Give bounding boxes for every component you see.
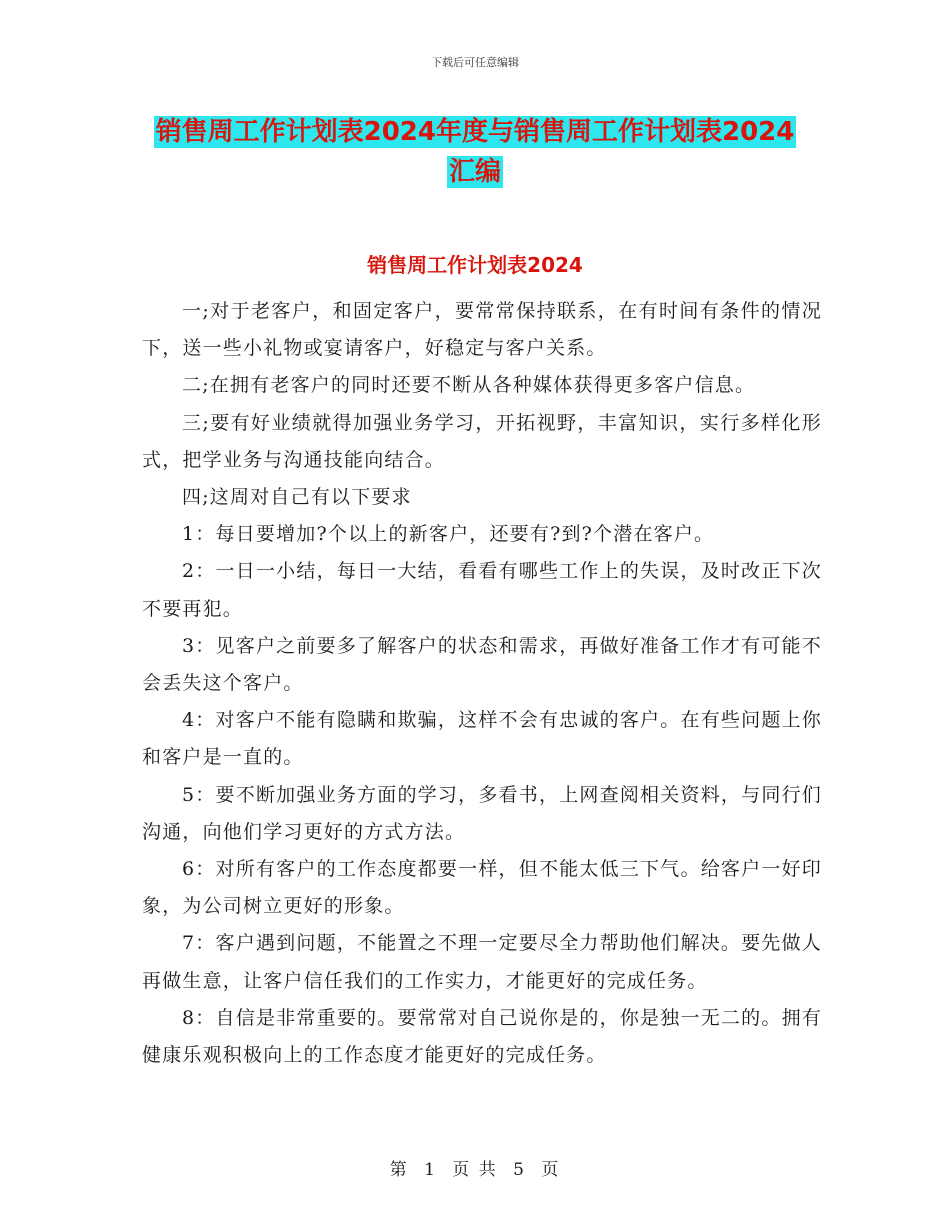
document-body [142,293,822,1074]
document-title-line-2: 汇编 [448,157,501,187]
document-title [0,112,950,192]
list-item: 8：自信是非常重要的。要常常对自己说你是的，你是独一无二的。拥有健康乐观积极向上的工作态度才能更好的完成任务。 [142,1006,822,1067]
list-item: 1：每日要增加?个以上的新客户，还要有?到?个潜在客户。 [182,523,715,546]
paragraph: 二;在拥有老客户的同时还要不断从各种媒体获得更多客户信息。 [182,374,756,397]
document-title-line-1: 销售周工作计划表2024年度与销售周工作计划表2024 [155,117,795,147]
page-footer [0,1155,950,1180]
list-item: 5：要不断加强业务方面的学习，多看书，上网查阅相关资料，与同行们沟通，向他们学习更好的方式方法。 [142,783,822,843]
list-item: 4：对客户不能有隐瞒和欺骗，这样不会有忠诚的客户。在有些问题上你和客户是一直的。 [142,709,822,769]
paragraph: 四;这周对自己有以下要求 [182,486,412,509]
footer-middle: 页 共 [452,1160,498,1180]
header-note: 下载后可任意编辑 [431,56,519,69]
paragraph: 一;对于老客户，和固定客户，要常常保持联系，在有时间有条件的情况下，送一些小礼物或宴请客户，好稳定与客户关系。 [142,300,822,360]
page-number: 1 [424,1160,437,1180]
section-title: 销售周工作计划表2024 [367,253,583,277]
list-item: 3：见客户之前要多了解客户的状态和需求，再做好准备工作才有可能不会丢失这个客户。 [142,634,822,695]
list-item: 6：对所有客户的工作态度都要一样，但不能太低三下气。给客户一好印象，为公司树立更好的形象。 [142,858,822,918]
list-item: 2：一日一小结，每日一大结，看看有哪些工作上的失误，及时改正下次不要再犯。 [142,560,822,620]
footer-prefix: 第 [389,1160,409,1180]
list-item: 7：客户遇到问题，不能置之不理一定要尽全力帮助他们解决。要先做人再做生意，让客户信任我们的工作实力，才能更好的完成任务。 [142,932,822,992]
page-total: 5 [513,1160,526,1180]
footer-suffix: 页 [541,1160,561,1180]
paragraph: 三;要有好业绩就得加强业务学习，开拓视野，丰富知识，实行多样化形式，把学业务与沟通技能向结合。 [142,411,822,471]
